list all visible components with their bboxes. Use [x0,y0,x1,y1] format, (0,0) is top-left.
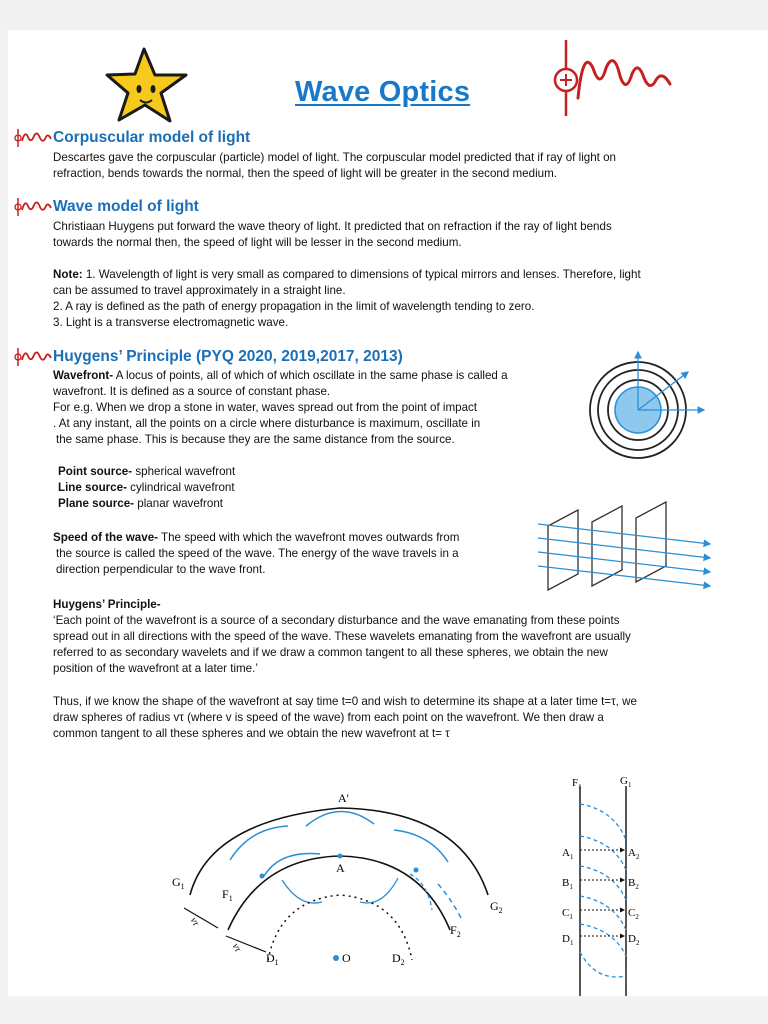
speed-paragraph: Speed of the wave- The speed with which the wavefront moves outwards from the source is called the speed of the wave. The energy of the wave travels in a direction perpendicular to the wave front. [53,531,460,576]
wavefront-paragraph: Wavefront- A locus of points, all of which of which oscillate in the same phase is called a wavefront. It is defined as a source of constant phase. For e.g. When we drop a stone in water, waves spread out from the point of impact . At any instant, all the points on a circle where disturbance is maximum, oscillate in the same phase. This is because they are the same distance from the source. [53,369,508,446]
huygens-heading: Huygens’ Principle (PYQ 2020, 2019,2017, 2013) [53,348,403,365]
label-D1: $D_1$ [266,951,279,967]
label-G1: $G_1$ [172,875,185,891]
corpuscular-paragraph: Descartes gave the corpuscular (particle) model of light. The corpuscular model predicted that if ray of light on refraction, bends towards the normal, then the speed of light will be greater in the second medium. [53,151,617,180]
label-G1: $G_1$ [620,775,632,789]
wave-bullet-icon [12,127,52,149]
thus-paragraph: Thus, if we know the shape of the wavefront at say time t=0 and wish to determine its shape at a later time t=τ, we draw spheres of radius vτ (where v is speed of the wave) from each point on the wavefront. We then draw a common tangent to all these spheres and we obtain the new wavefront at t= τ [53,695,637,740]
page-title: Wave Optics [295,76,471,108]
wave-model-heading: Wave model of light [53,198,199,215]
line-source-item: Line source- cylindrical wavefront [58,481,235,494]
label-A2: $A_2$ [628,847,640,861]
label-D1: $D_1$ [562,933,574,947]
label-B1: $B_1$ [562,877,573,891]
label-F1: $F_1$ [222,887,233,903]
label-C1: $C_1$ [562,907,573,921]
label-D2: $D_2$ [392,951,405,967]
label-F2: $F_2$ [450,923,461,939]
page-left-margin [0,30,8,1024]
secondary-wavelets [230,811,462,920]
plane-wavelets-diagram [556,770,666,1000]
label-F1: $F_1$ [572,777,582,791]
wave-bullet-icon [12,346,52,368]
page-bottom-margin [0,996,768,1024]
wave-bullet-icon [12,196,52,218]
star-icon [104,45,190,125]
label-G2: $G_2$ [490,899,503,915]
planar-wavefront-diagram [536,496,716,596]
label-A: A [336,861,345,875]
wave-logo-icon [548,38,678,118]
label-C2: $C_2$ [628,907,639,921]
page-top-margin [0,0,768,30]
point-source-item: Point source- spherical wavefront [58,465,236,478]
label-A-prime: A' [338,791,349,805]
label-O: O [342,951,351,965]
label-vt-outer: vτ [187,915,202,928]
huygens-principle-paragraph: Huygens’ Principle- ‘Each point of the wavefront is a source of a secondary disturbance and the wave emanating from these points spread out in all directions with the speed of the wave. These wavelets emanating from the wavefront are usually referred to as secondary wavelets and if we draw a common tangent to all these spheres, we obtain the new position of the wavefront at a later time.’ [53,598,631,675]
label-A1: $A_1$ [562,847,574,861]
spherical-wavefront-diagram [580,348,720,468]
label-B2: $B_2$ [628,877,639,891]
label-vt-inner: vτ [229,941,244,954]
label-D2: $D_2$ [628,933,640,947]
inner-wavelets [282,874,432,910]
curved-wavefront-diagram [170,780,510,980]
wave-model-paragraph: Christiaan Huygens put forward the wave theory of light. It predicted that on refraction if the ray of light bends towards the normal then, the speed of light will be lesser in the second medium. [53,220,612,249]
note-paragraph: Note: 1. Wavelength of light is very small as compared to dimensions of typical mirrors and lenses. Therefore, light can be assumed to travel approximately in a straight line. 2. A ray is defined as the path of energy propagation in the limit of wavelength tending to zero. 3. Light is a transverse electromagnetic wave. [53,268,641,329]
corpuscular-heading: Corpuscular model of light [53,129,251,146]
plane-source-item: Plane source- planar wavefront [58,497,223,510]
